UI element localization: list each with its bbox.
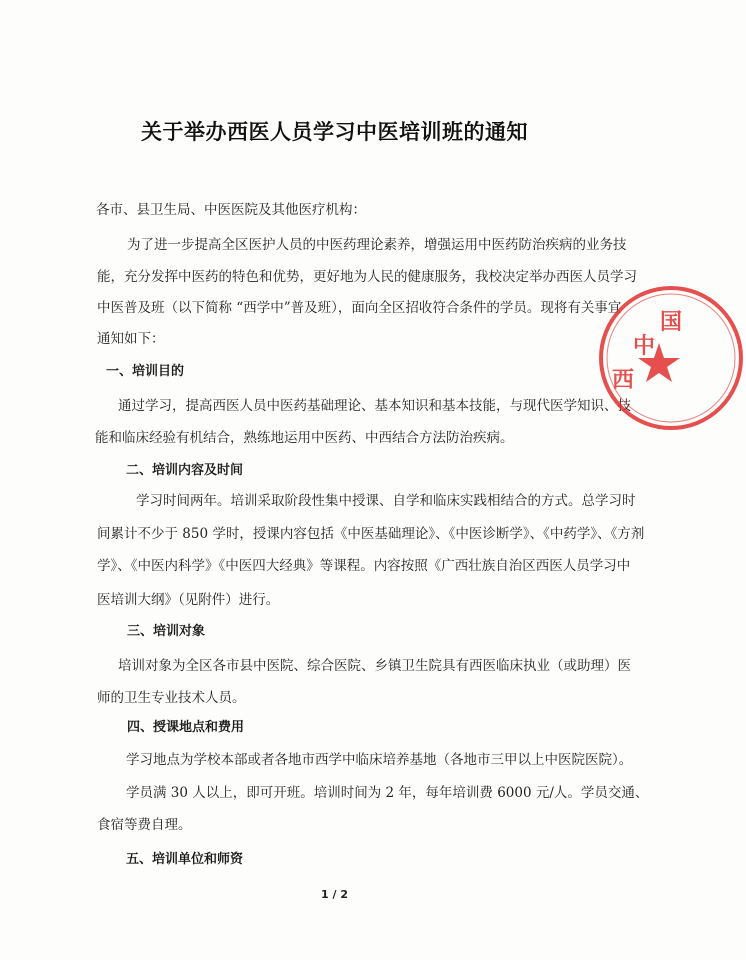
- section-heading-4: 四、授课地点和费用: [127, 720, 245, 735]
- section-1-line-1: 通过学习，提高西医人员中医药基础理论、基本知识和基本技能，与现代医学知识、技: [118, 398, 631, 414]
- intro-line-1: 为了进一步提高全区医护人员的中医药理论素养，增强运用中医药防治疾病的业务技: [127, 237, 627, 253]
- section-heading-3: 三、培训对象: [127, 624, 206, 639]
- document-title: 关于举办西医人员学习中医培训班的通知: [141, 120, 528, 144]
- section-2-line-3: 学》、《中医内科学》《中医四大经典》等课程。内容按照《广西壮族自治区西医人员学习中: [97, 558, 631, 574]
- svg-text:西: 西: [612, 368, 635, 393]
- section-2-line-2: 间累计不少于 850 学时，授课内容包括《中医基础理论》、《中医诊断学》、《中药学》、《方剂: [97, 526, 645, 542]
- section-heading-5: 五、培训单位和师资: [126, 852, 244, 867]
- section-4-line-3: 食宿等费自理。: [97, 817, 192, 833]
- section-2-line-4: 医培训大纲》（见附件）进行。: [97, 592, 280, 608]
- section-4-line-1: 学习地点为学校本部或者各地市西学中临床培养基地（各地市三甲以上中医院医院）。: [126, 752, 633, 768]
- section-2-line-1: 学习时间两年。培训采取阶段性集中授课、自学和临床实践相结合的方式。总学习时: [136, 493, 636, 509]
- svg-text:国: 国: [660, 310, 683, 335]
- intro-line-4: 通知如下：: [97, 331, 165, 347]
- official-seal-icon: [596, 283, 746, 433]
- section-3-line-1: 培训对象为全区各市县中医院、综合医院、乡镇卫生院具有西医临床执业（或助理）医: [118, 658, 631, 674]
- section-4-line-2: 学员满 30 人以上，即可开班。培训时间为 2 年，每年培训费 6000 元/人。学员交通、: [126, 785, 649, 801]
- section-heading-1: 一、培训目的: [106, 364, 185, 379]
- page-number: 1 / 2: [321, 888, 348, 901]
- svg-text:中: 中: [633, 334, 656, 359]
- section-heading-2: 二、培训内容及时间: [126, 463, 244, 478]
- intro-line-3: 中医普及班（以下简称 “西学中”普及班），面向全区招收符合条件的学员。现将有关事宜: [97, 300, 622, 316]
- section-1-line-2: 能和临床经验有机结合，熟练地运用中医药、中西结合方法防治疾病。: [95, 430, 514, 446]
- intro-line-2: 能，充分发挥中医药的特色和优势，更好地为人民的健康服务，我校决定举办西医人员学习: [97, 269, 637, 285]
- salutation: 各市、县卫生局、中医医院及其他医疗机构：: [96, 202, 366, 218]
- section-3-line-2: 师的卫生专业技术人员。: [97, 690, 246, 706]
